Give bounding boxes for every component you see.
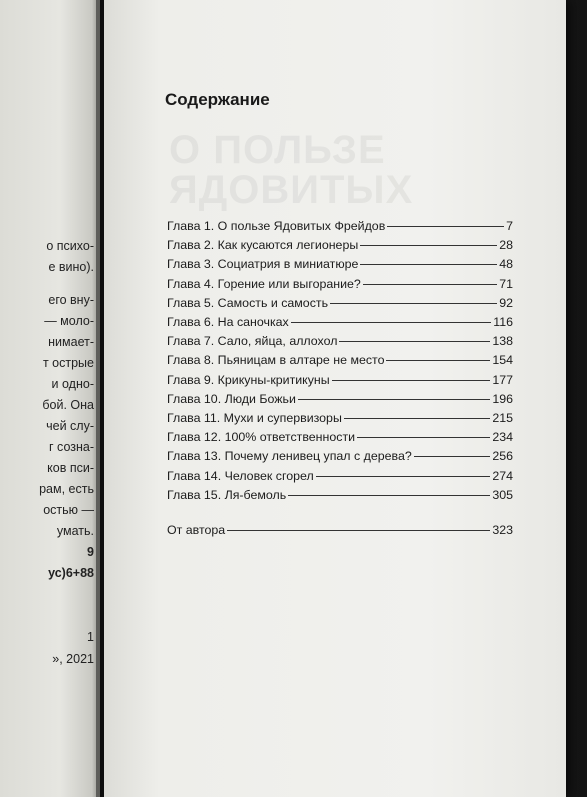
- toc-entry: [167, 392, 513, 410]
- left-page-text-fragment: — моло-: [44, 314, 94, 328]
- toc-leader-line: [344, 418, 490, 419]
- toc-leader-line: [387, 226, 504, 227]
- toc-entry-page-number: 48: [499, 257, 513, 272]
- toc-entry-label: Глава 4. Горение или выгорание?: [167, 276, 361, 291]
- toc-entry-page-number: 234: [492, 430, 513, 445]
- toc-entry: [167, 296, 513, 314]
- toc-entry-label: Глава 8. Пьяницам в алтаре не место: [167, 353, 385, 368]
- show-through-text: О ПОЛЬЗЕ: [169, 128, 386, 172]
- toc-entry-label: Глава 5. Самость и самость: [167, 295, 329, 310]
- toc-leader-line: [332, 380, 491, 381]
- left-page-text-fragment: остью —: [43, 503, 94, 517]
- toc-leader-line: [288, 495, 490, 496]
- toc-entry-label: Глава 2. Как кусаются легионеры: [167, 238, 359, 253]
- toc-leader-line: [360, 245, 497, 246]
- toc-entry-label: Глава 15. Ля-бемоль: [167, 487, 287, 502]
- left-page-text-fragment: е вино).: [48, 260, 94, 274]
- toc-leader-line: [298, 399, 490, 400]
- toc-entry: [167, 334, 513, 352]
- toc-entry-label: Глава 9. Крикуны-критикуны: [167, 372, 330, 387]
- toc-entry: [167, 488, 513, 506]
- toc-entry-page-number: 138: [492, 334, 513, 349]
- toc-entry-label: От автора: [167, 523, 226, 537]
- toc-leader-line: [291, 322, 491, 323]
- toc-entry-page-number: 71: [499, 276, 513, 291]
- toc-entry-page-number: 116: [493, 315, 513, 329]
- left-page-text-fragment: ус)6+88: [48, 566, 94, 580]
- left-page-text-fragment: т острые: [42, 356, 94, 370]
- left-page-text-fragment: о психо-: [46, 239, 94, 253]
- toc-entry-page-number: 177: [492, 372, 513, 387]
- toc-entry-page-number: 323: [492, 523, 513, 537]
- toc-entry: [167, 411, 513, 429]
- show-through-text: ЯДОВИТЫХ: [169, 168, 414, 212]
- toc-entry: [167, 469, 513, 487]
- toc-entry-label: Глава 10. Люди Божьи: [167, 391, 296, 406]
- left-page-text-fragment: нимает-: [48, 335, 94, 349]
- toc-entry-label: Глава 13. Почему ленивец упал с дерева?: [167, 449, 412, 464]
- toc-leader-line: [363, 284, 497, 285]
- toc-entry-page-number: 28: [499, 238, 513, 253]
- left-page-text-fragment: его вну-: [48, 293, 94, 307]
- left-page-text-fragment: », 2021: [52, 652, 94, 666]
- left-page: [0, 0, 100, 797]
- toc-entry-label: Глава 11. Мухи и супервизоры: [167, 411, 342, 425]
- toc-entry-page-number: 305: [492, 487, 513, 502]
- toc-entry-page-number: 196: [492, 391, 513, 406]
- toc-leader-line: [316, 476, 491, 477]
- toc-entry: [167, 315, 513, 333]
- toc-leader-line: [360, 264, 497, 265]
- toc-entry-page-number: 154: [492, 353, 513, 368]
- left-page-text-fragment: умать.: [56, 524, 94, 538]
- left-page-text-fragment: ков пси-: [47, 461, 94, 475]
- toc-entry-page-number: 7: [506, 219, 513, 233]
- toc-entry: [167, 373, 513, 391]
- toc-entry: [167, 219, 513, 237]
- toc-entry-label: Глава 1. О пользе Ядовитых Фрейдов: [167, 219, 386, 233]
- toc-entry-page-number: 92: [499, 295, 513, 310]
- left-page-text-fragment: 1: [87, 630, 94, 644]
- toc-leader-line: [357, 437, 490, 438]
- toc-leader-line: [227, 530, 490, 531]
- toc-entry: [167, 449, 513, 467]
- toc-entry-page-number: 215: [492, 411, 513, 425]
- toc-entry: [167, 353, 513, 371]
- toc-entry-label: Глава 3. Социатрия в миниатюре: [167, 257, 359, 272]
- toc-entry-label: Глава 7. Сало, яйца, аллохол: [167, 334, 338, 349]
- toc-entry: [167, 257, 513, 275]
- left-page-text-fragment: 9: [87, 545, 94, 559]
- left-page-text-fragment: г созна-: [49, 440, 94, 454]
- left-page-text-fragment: и одно-: [51, 377, 94, 391]
- toc-leader-line: [330, 303, 497, 304]
- toc-entry-label: Глава 14. Человек сгорел: [167, 468, 314, 483]
- toc-leader-line: [414, 456, 491, 457]
- left-page-text-fragment: бой. Она: [42, 398, 94, 412]
- toc-entry-page-number: 274: [492, 468, 513, 483]
- toc-leader-line: [339, 341, 490, 342]
- toc-leader-line: [386, 360, 490, 361]
- toc-entry: [167, 523, 513, 541]
- left-page-text-fragment: рам, есть: [39, 482, 94, 496]
- toc-entry-label: Глава 6. На саночках: [167, 315, 289, 329]
- toc-entry: [167, 238, 513, 256]
- toc-entry: [167, 277, 513, 295]
- toc-entry: [167, 430, 513, 448]
- toc-entry-label: Глава 12. 100% ответственности: [167, 430, 356, 445]
- toc-title: Содержание: [165, 90, 270, 109]
- toc-entry-page-number: 256: [492, 449, 513, 464]
- right-page: [104, 0, 566, 797]
- left-page-text-fragment: чей слу-: [46, 419, 94, 433]
